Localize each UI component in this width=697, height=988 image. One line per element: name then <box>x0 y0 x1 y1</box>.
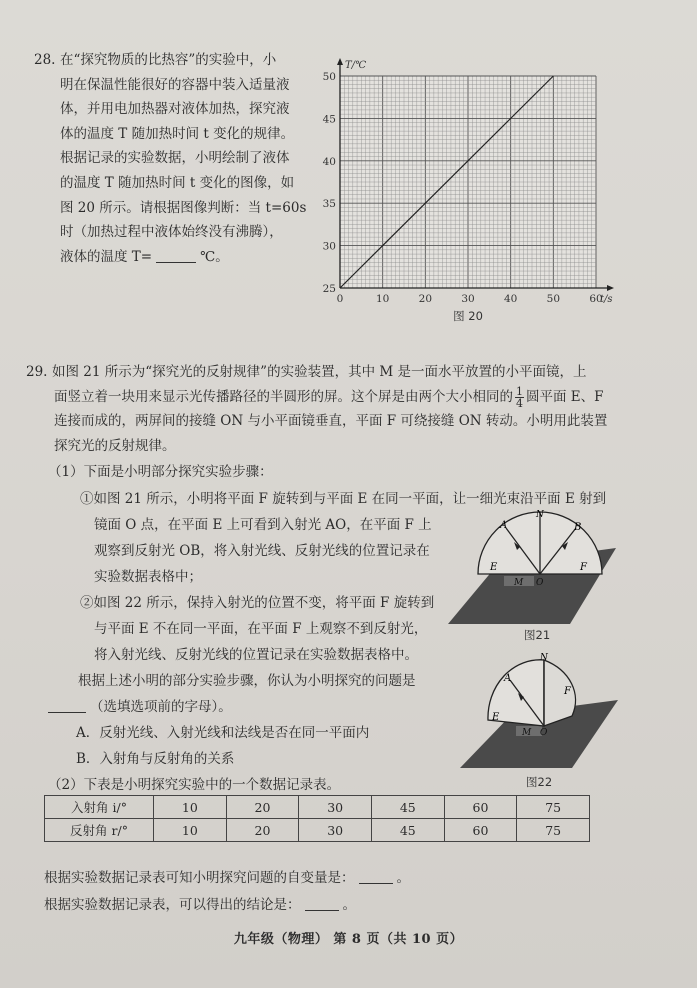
table-row <box>45 796 590 819</box>
table-cell: 45 <box>371 819 444 842</box>
answer-blank[interactable] <box>48 698 86 713</box>
label-f: F <box>580 562 587 573</box>
x-tick-label: 20 <box>418 293 433 305</box>
q28-line: 的温度 T 随加热时间 t 变化的图像，如 <box>60 174 295 191</box>
x-tick-label: 50 <box>546 293 561 305</box>
table-cell: 20 <box>226 796 299 819</box>
table-cell: 30 <box>299 819 372 842</box>
y-tick-label: 30 <box>322 240 336 253</box>
y-axis-label: T/℃ <box>345 60 367 71</box>
label-f: F <box>564 686 571 697</box>
x-tick-label: 10 <box>375 293 390 305</box>
data-table <box>44 795 590 842</box>
question-28 <box>34 48 306 269</box>
temperature-time-chart <box>318 54 618 329</box>
part2-title: （2）下表是小明探究实验中的一个数据记录表。 <box>48 777 341 793</box>
fraction <box>515 386 524 409</box>
table-cell: 60 <box>444 819 517 842</box>
table-cell: 20 <box>226 819 299 842</box>
conclusion-line <box>44 866 410 886</box>
table-cell: 10 <box>154 796 227 819</box>
q28-line: 时（加热过程中液体始终没有沸腾）， <box>60 224 283 241</box>
figure-21 <box>448 506 618 626</box>
conclusion-line <box>44 893 356 913</box>
figure-22 <box>460 650 620 770</box>
answer-blank[interactable] <box>359 869 393 884</box>
question-number: 28. <box>34 52 56 68</box>
label-e: E <box>490 562 498 573</box>
step1-line: ①如图 21 所示，小明将平面 F 旋转到与平面 E 在同一平面，让一细光束沿平面 E 射到 <box>80 491 607 507</box>
conclusion-text: 根据实验数据记录表，可以得出的结论是： <box>44 897 301 913</box>
label-m: M <box>514 578 524 588</box>
q29-line: 探究光的反射规律。 <box>54 437 176 454</box>
figure-21-caption: 图21 <box>524 628 551 642</box>
conclusion-text: 根据实验数据记录表可知小明探究问题的自变量是： <box>44 870 355 886</box>
table-cell: 75 <box>517 819 590 842</box>
fraction-denominator: 4 <box>516 396 523 410</box>
answer-blank[interactable] <box>156 248 196 263</box>
q28-line: 根据记录的实验数据，小明绘制了液体 <box>60 150 290 167</box>
q28-line: 图 20 所示。请根据图像判断：当 t=60s <box>60 199 307 216</box>
option-b: B．入射角与反射角的关系 <box>76 751 235 767</box>
label-m: M <box>522 728 532 738</box>
q28-line: 体的温度 T 随加热时间 t 变化的规律。 <box>60 125 295 142</box>
table-row-header: 反射角 r/° <box>45 819 154 842</box>
q28-line <box>34 48 306 73</box>
answer-blank[interactable] <box>305 896 339 911</box>
q29-text: 面竖立着一块用来显示光传播路径的半圆形的屏。这个屏是由两个大小相同的 <box>54 388 513 405</box>
ask-line: 根据上述小明的部分实验步骤，你认为小明探究的问题是 <box>78 673 416 689</box>
y-axis-arrow-icon <box>337 58 343 65</box>
label-n: N <box>536 510 544 520</box>
q29-line <box>26 385 607 410</box>
figure-22-caption: 图22 <box>526 775 553 789</box>
q29-text: 如图 21 所示为“探究光的反射规律”的实验装置，其中 M 是一面水平放置的小平面镜，上 <box>52 364 587 380</box>
period: 。 <box>396 870 410 886</box>
x-tick-label: 30 <box>461 293 475 305</box>
x-axis-arrow-icon <box>607 285 614 291</box>
answer-unit: ℃。 <box>200 248 229 265</box>
ask-line <box>48 695 232 715</box>
q28-answer-line <box>34 245 306 270</box>
x-axis-label: t/s <box>600 294 613 305</box>
y-tick-label: 40 <box>322 155 336 168</box>
period: 。 <box>342 897 356 913</box>
page-footer: 九年级（物理） 第 8 页（共 10 页） <box>233 932 464 947</box>
label-n: N <box>540 653 548 663</box>
option-a: A．反射光线、入射光线和法线是否在同一平面内 <box>76 725 370 741</box>
step1-line: 镜面 O 点，在平面 E 上可看到入射光 AO，在平面 F 上 <box>94 517 432 533</box>
label-o: O <box>536 578 544 588</box>
label-b: B <box>574 522 582 533</box>
x-tick-label: 60 <box>589 293 603 305</box>
x-tick-label: 0 <box>336 293 344 305</box>
table-cell: 45 <box>371 796 444 819</box>
part1-title: （1）下面是小明部分探究实验步骤： <box>48 464 273 480</box>
ask-text: （选填选项前的字母）。 <box>90 699 232 715</box>
chart-caption: 图 20 <box>453 309 483 323</box>
question-number: 29. <box>26 364 48 380</box>
step2-line: 与平面 E 不在同一平面，在平面 F 上观察不到反射光， <box>94 621 428 637</box>
table-cell: 75 <box>517 796 590 819</box>
q28-line: 体，并用电加热器对液体加热，探究液 <box>60 101 290 118</box>
label-o: O <box>540 728 548 738</box>
q28-text: 在“探究物质的比热容”的实验中，小 <box>60 52 277 68</box>
label-a: A <box>504 673 512 684</box>
y-tick-label: 45 <box>322 113 336 126</box>
table-row-header: 入射角 i/° <box>45 796 154 819</box>
label-a: A <box>500 520 508 531</box>
step1-line: 实验数据表格中； <box>94 569 202 585</box>
fraction-numerator: 1 <box>516 384 523 398</box>
q29-text: 圆平面 E、F <box>526 388 604 405</box>
y-tick-label: 50 <box>322 71 336 83</box>
q29-line: 连接而成的，两屏间的接缝 ON 与小平面镜垂直，平面 F 可绕接缝 ON 转动。小明用此装置 <box>54 413 608 429</box>
table-cell: 30 <box>299 796 372 819</box>
y-tick-label: 25 <box>322 283 336 295</box>
q28-line: 明在保温性能很好的容器中装入适量液 <box>60 76 290 93</box>
answer-prefix: 液体的温度 T= <box>60 248 153 265</box>
step2-line: 将入射光线、反射光线的位置记录在实验数据表格中。 <box>94 647 418 663</box>
question-29 <box>26 360 607 458</box>
table-cell: 10 <box>154 819 227 842</box>
table-row <box>45 819 590 842</box>
table-cell: 60 <box>444 796 517 819</box>
q29-line <box>26 360 607 385</box>
label-e: E <box>492 712 500 723</box>
y-tick-label: 35 <box>322 198 336 211</box>
x-tick-label: 40 <box>503 293 518 305</box>
step2-line: ②如图 22 所示，保持入射光的位置不变，将平面 F 旋转到 <box>80 595 435 611</box>
step1-line: 观察到反射光 OB，将入射光线、反射光线的位置记录在 <box>94 543 430 559</box>
